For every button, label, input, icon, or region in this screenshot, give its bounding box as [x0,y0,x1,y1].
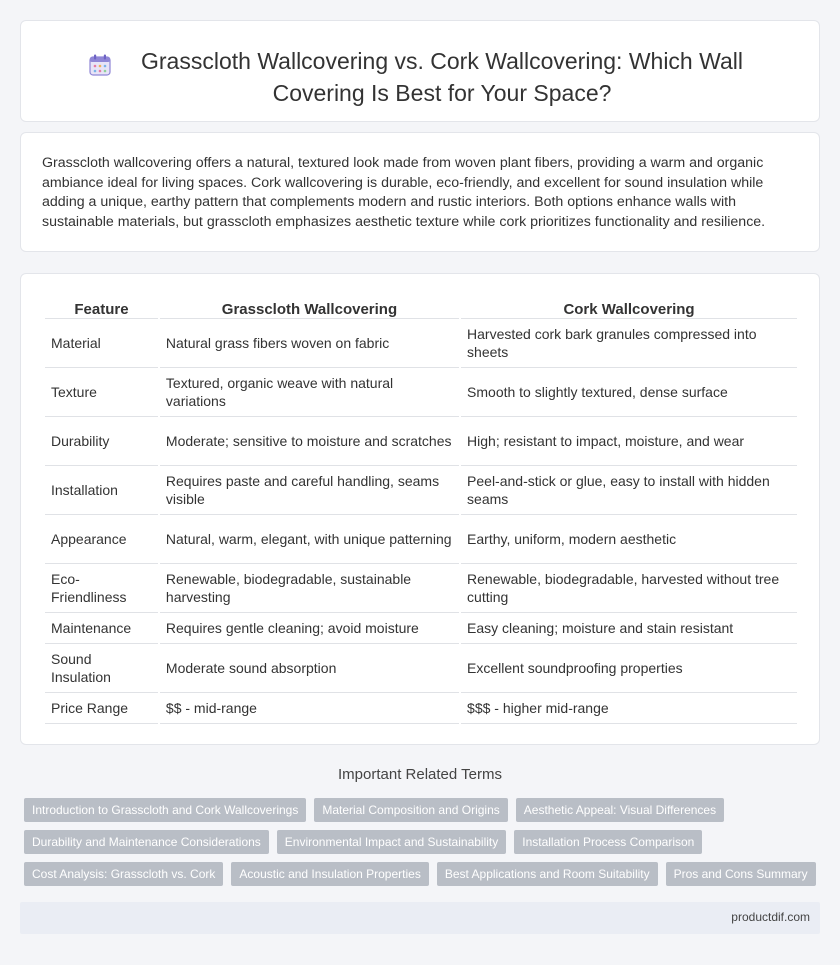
tag-row [24,798,820,822]
related-tag[interactable]: Material Composition and Origins [314,798,507,822]
table-header-row [45,296,797,319]
grasscloth-cell: Requires gentle cleaning; avoid moisture [160,613,459,644]
header-cork: Cork Wallcovering [461,296,797,319]
related-tag[interactable]: Acoustic and Insulation Properties [231,862,428,886]
title-wrap [21,21,819,109]
feature-cell: Maintenance [45,613,158,644]
related-tag[interactable]: Pros and Cons Summary [666,862,816,886]
header-grasscloth: Grasscloth Wallcovering [160,296,459,319]
grasscloth-cell: Natural, warm, elegant, with unique patterning [160,515,459,564]
comparison-table [43,296,799,724]
grasscloth-cell: Requires paste and careful handling, seams visible [160,466,459,515]
header-feature: Feature [45,296,158,319]
feature-cell: Eco-Friendliness [45,564,158,613]
feature-cell: Sound Insulation [45,644,158,693]
table-row [45,466,797,515]
comparison-table-card [20,273,820,745]
related-tag[interactable]: Installation Process Comparison [514,830,702,854]
table-row [45,515,797,564]
calendar-icon [88,53,112,77]
page-title: Grasscloth Wallcovering vs. Cork Wallcovering: Which Wall Covering Is Best for Your Space? [141,48,743,106]
table-row [45,368,797,417]
related-terms-title: Important Related Terms [338,766,502,783]
footer [20,902,820,934]
cork-cell: Easy cleaning; moisture and stain resistant [461,613,797,644]
footer-site-link[interactable]: productdif.com [731,910,810,924]
grasscloth-cell: $$ - mid-range [160,693,459,724]
cork-cell: High; resistant to impact, moisture, and wear [461,417,797,466]
table-row [45,613,797,644]
tag-row [24,862,820,886]
table-row [45,417,797,466]
cork-cell: Peel-and-stick or glue, easy to install with hidden seams [461,466,797,515]
feature-cell: Texture [45,368,158,417]
related-tag[interactable]: Durability and Maintenance Considerations [24,830,269,854]
table-row [45,319,797,368]
cork-cell: Earthy, uniform, modern aesthetic [461,515,797,564]
cork-cell: Smooth to slightly textured, dense surface [461,368,797,417]
feature-cell: Price Range [45,693,158,724]
grasscloth-cell: Moderate sound absorption [160,644,459,693]
cork-cell: $$$ - higher mid-range [461,693,797,724]
related-tag[interactable]: Aesthetic Appeal: Visual Differences [516,798,724,822]
cork-cell: Excellent soundproofing properties [461,644,797,693]
intro-paragraph: Grasscloth wallcovering offers a natural, textured look made from woven plant fibers, providing a warm and organic ambiance ideal for living spaces. Cork wallcovering is durable, eco-friendly, and excellent for sound insulation while adding a unique, earthy pattern that complements modern and rustic interiors. Both options enhance walls with sustainable materials, but grasscloth emphasizes aesthetic texture while cork prioritizes functionality and resilience. [42,155,766,230]
table-row [45,644,797,693]
title-card [20,20,820,122]
related-tag[interactable]: Cost Analysis: Grasscloth vs. Cork [24,862,223,886]
intro-card [20,132,820,252]
feature-cell: Material [45,319,158,368]
cork-cell: Harvested cork bark granules compressed into sheets [461,319,797,368]
tag-row [24,830,820,854]
grasscloth-cell: Moderate; sensitive to moisture and scratches [160,417,459,466]
grasscloth-cell: Textured, organic weave with natural variations [160,368,459,417]
table-row [45,564,797,613]
feature-cell: Appearance [45,515,158,564]
grasscloth-cell: Natural grass fibers woven on fabric [160,319,459,368]
related-terms-tags [24,798,820,894]
grasscloth-cell: Renewable, biodegradable, sustainable harvesting [160,564,459,613]
table-row [45,693,797,724]
related-tag[interactable]: Introduction to Grasscloth and Cork Wallcoverings [24,798,306,822]
cork-cell: Renewable, biodegradable, harvested without tree cutting [461,564,797,613]
related-tag[interactable]: Best Applications and Room Suitability [437,862,658,886]
related-tag[interactable]: Environmental Impact and Sustainability [277,830,506,854]
feature-cell: Durability [45,417,158,466]
feature-cell: Installation [45,466,158,515]
